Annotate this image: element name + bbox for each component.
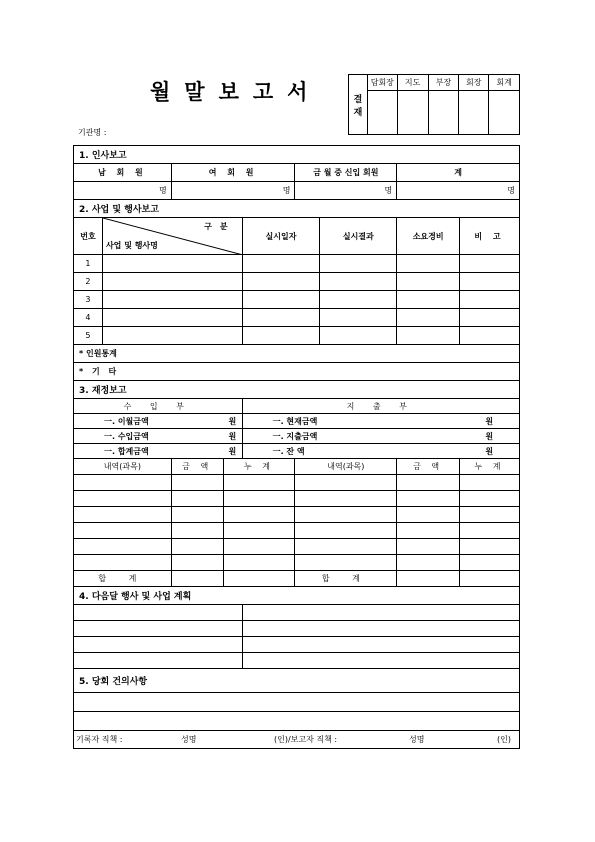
- expense-line-unit[interactable]: 원: [460, 444, 520, 459]
- recorder-label: 기록자 직책 :: [76, 735, 123, 744]
- hr-col-female: 여 회 원: [171, 164, 295, 182]
- business-cell[interactable]: [460, 327, 520, 345]
- hr-col-total: 계: [397, 164, 520, 182]
- detail-cell[interactable]: [223, 555, 295, 571]
- business-cell[interactable]: [397, 273, 460, 291]
- income-line-unit[interactable]: 원: [223, 444, 242, 459]
- plan-cell[interactable]: [74, 621, 243, 637]
- detail-cell[interactable]: [171, 523, 223, 539]
- expense-line-unit[interactable]: 원: [460, 414, 520, 429]
- signature-cell[interactable]: [397, 91, 428, 135]
- expense-line-spent: 一. 지출금액: [242, 429, 459, 444]
- detail-cell[interactable]: [460, 555, 520, 571]
- business-row-no: 5: [74, 327, 103, 345]
- seal-label: (인): [497, 735, 511, 744]
- detail-cell[interactable]: [460, 523, 520, 539]
- hr-value-new[interactable]: 명: [295, 182, 397, 200]
- business-cell[interactable]: [320, 255, 397, 273]
- section-hr-heading: 1. 인사보고: [74, 146, 520, 164]
- detail-cell[interactable]: [295, 523, 397, 539]
- agency-label: 기관명 :: [78, 128, 107, 137]
- business-cell[interactable]: [460, 273, 520, 291]
- detail-cell[interactable]: [74, 491, 172, 507]
- hr-col-male: 남 회 원: [74, 164, 172, 182]
- detail-cell[interactable]: [171, 507, 223, 523]
- business-cell[interactable]: [102, 309, 242, 327]
- business-diagonal-header: [102, 218, 242, 255]
- name-label: 성명: [409, 735, 425, 744]
- approval-position: 지도: [397, 75, 428, 91]
- detail-total-label: 합 계: [295, 571, 397, 587]
- plan-cell[interactable]: [242, 653, 519, 669]
- income-line-carry: 一. 이월금액: [74, 414, 224, 429]
- section-business-heading: 2. 사업 및 행사보고: [74, 200, 520, 218]
- detail-cell[interactable]: [74, 539, 172, 555]
- detail-cell[interactable]: [171, 539, 223, 555]
- detail-cell[interactable]: [223, 571, 295, 587]
- detail-col-item: 내역(과목): [74, 459, 172, 475]
- business-cell[interactable]: [460, 291, 520, 309]
- business-col-cost: 소요경비: [397, 218, 460, 255]
- business-cell[interactable]: [242, 309, 320, 327]
- business-row-no: 3: [74, 291, 103, 309]
- business-cell[interactable]: [320, 309, 397, 327]
- detail-cell[interactable]: [74, 475, 172, 491]
- approval-position: 회장: [459, 75, 489, 91]
- diag-top-label: 구분: [204, 222, 236, 231]
- detail-cell[interactable]: [74, 523, 172, 539]
- income-line-total: 一. 합계금액: [74, 444, 224, 459]
- detail-cell[interactable]: [397, 555, 460, 571]
- business-cell[interactable]: [242, 291, 320, 309]
- hr-value-total[interactable]: 명: [397, 182, 520, 200]
- business-row-no: 4: [74, 309, 103, 327]
- detail-cell[interactable]: [171, 555, 223, 571]
- suggest-line[interactable]: [74, 712, 520, 731]
- business-row-no: 2: [74, 273, 103, 291]
- detail-col-amount: 금 액: [397, 459, 460, 475]
- business-cell[interactable]: [242, 273, 320, 291]
- approval-side-label: 결 재: [349, 75, 368, 135]
- approval-position: 회계: [489, 75, 520, 91]
- detail-cell[interactable]: [295, 555, 397, 571]
- business-cell[interactable]: [320, 327, 397, 345]
- hr-value-male[interactable]: 명: [74, 182, 172, 200]
- signature-cell[interactable]: [367, 91, 397, 135]
- business-no-header: 번호: [74, 218, 103, 255]
- detail-cell[interactable]: [460, 571, 520, 587]
- detail-cell[interactable]: [460, 539, 520, 555]
- detail-cell[interactable]: [171, 491, 223, 507]
- business-col-date: 실시일자: [242, 218, 320, 255]
- business-cell[interactable]: [320, 291, 397, 309]
- other-row[interactable]: * 기 타: [74, 363, 520, 381]
- detail-cell[interactable]: [397, 539, 460, 555]
- plan-cell[interactable]: [74, 605, 243, 621]
- signature-cell[interactable]: [489, 91, 520, 135]
- approval-position: 부장: [428, 75, 459, 91]
- detail-cell[interactable]: [295, 507, 397, 523]
- detail-cell[interactable]: [295, 475, 397, 491]
- income-header: 수 입 부: [74, 399, 243, 414]
- business-col-result: 실시결과: [320, 218, 397, 255]
- member-stats-row[interactable]: * 인원통계: [74, 345, 520, 363]
- name-label: 성명: [181, 735, 197, 744]
- detail-col-amount: 금 액: [171, 459, 223, 475]
- business-row-no: 1: [74, 255, 103, 273]
- approval-position: 담회장: [367, 75, 397, 91]
- expense-header: 지 출 부: [242, 399, 519, 414]
- income-line-unit[interactable]: 원: [223, 429, 242, 444]
- detail-cell[interactable]: [460, 491, 520, 507]
- detail-cell[interactable]: [397, 491, 460, 507]
- detail-cell[interactable]: [397, 475, 460, 491]
- business-cell[interactable]: [102, 255, 242, 273]
- expense-line-current: 一. 현재금액: [242, 414, 459, 429]
- signature-cell[interactable]: [459, 91, 489, 135]
- plan-cell[interactable]: [74, 653, 243, 669]
- detail-cell[interactable]: [223, 507, 295, 523]
- business-cell[interactable]: [460, 309, 520, 327]
- section-suggest-heading: 5. 당회 건의사항: [74, 669, 520, 693]
- detail-cell[interactable]: [171, 475, 223, 491]
- detail-col-cumulative: 누 계: [223, 459, 295, 475]
- detail-cell[interactable]: [223, 475, 295, 491]
- section-finance-heading: 3. 재정보고: [74, 381, 520, 399]
- footer-signature-row: [74, 731, 520, 749]
- approval-box: [348, 74, 520, 135]
- seal-reporter-label: (인)/보고자 직책 :: [274, 735, 338, 744]
- detail-total-label: 합 계: [74, 571, 172, 587]
- business-cell[interactable]: [397, 291, 460, 309]
- hr-value-female[interactable]: 명: [171, 182, 295, 200]
- business-col-remark: 비 고: [460, 218, 520, 255]
- expense-line-unit[interactable]: 원: [460, 429, 520, 444]
- detail-col-item: 내역(과목): [295, 459, 397, 475]
- diag-bottom-label: 사업 및 행사명: [105, 241, 158, 250]
- detail-cell[interactable]: [460, 475, 520, 491]
- detail-col-cumulative: 누 계: [460, 459, 520, 475]
- detail-cell[interactable]: [397, 523, 460, 539]
- income-line-unit[interactable]: 원: [223, 414, 242, 429]
- business-cell[interactable]: [102, 291, 242, 309]
- business-cell[interactable]: [320, 273, 397, 291]
- signature-cell[interactable]: [428, 91, 459, 135]
- detail-cell[interactable]: [171, 571, 223, 587]
- hr-col-new: 금 월 중 신입 회원: [295, 164, 397, 182]
- income-line-received: 一. 수입금액: [74, 429, 224, 444]
- plan-cell[interactable]: [74, 637, 243, 653]
- plan-cell[interactable]: [242, 637, 519, 653]
- report-form: [73, 145, 520, 749]
- business-cell[interactable]: [242, 255, 320, 273]
- detail-cell[interactable]: [223, 491, 295, 507]
- business-cell[interactable]: [397, 327, 460, 345]
- business-cell[interactable]: [397, 309, 460, 327]
- detail-cell[interactable]: [397, 571, 460, 587]
- detail-cell[interactable]: [223, 539, 295, 555]
- expense-line-balance: 一. 잔 액: [242, 444, 459, 459]
- business-cell[interactable]: [102, 327, 242, 345]
- plan-cell[interactable]: [242, 621, 519, 637]
- section-plan-heading: 4. 다음달 행사 및 사업 계획: [74, 587, 520, 605]
- detail-cell[interactable]: [74, 507, 172, 523]
- detail-cell[interactable]: [223, 523, 295, 539]
- plan-cell[interactable]: [242, 605, 519, 621]
- page-title: 월말보고서: [150, 80, 322, 104]
- detail-cell[interactable]: [295, 491, 397, 507]
- detail-cell[interactable]: [397, 507, 460, 523]
- detail-cell[interactable]: [74, 555, 172, 571]
- detail-cell[interactable]: [295, 539, 397, 555]
- business-cell[interactable]: [460, 255, 520, 273]
- suggest-line[interactable]: [74, 693, 520, 712]
- detail-cell[interactable]: [460, 507, 520, 523]
- business-cell[interactable]: [242, 327, 320, 345]
- business-cell[interactable]: [102, 273, 242, 291]
- business-cell[interactable]: [397, 255, 460, 273]
